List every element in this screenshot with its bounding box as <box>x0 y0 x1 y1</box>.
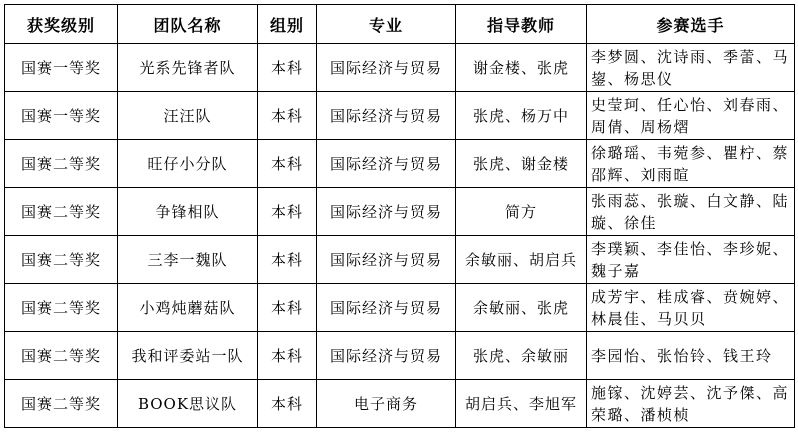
group-cell: 本科 <box>258 236 317 284</box>
players-cell: 施镓、沈婷芸、沈予傑、高荣璐、潘桢桢 <box>587 380 795 428</box>
major-cell: 国际经济与贸易 <box>317 44 456 92</box>
group-cell: 本科 <box>258 284 317 332</box>
table-header-row <box>5 5 795 44</box>
major-cell: 国际经济与贸易 <box>317 236 456 284</box>
header-major: 专业 <box>317 5 456 44</box>
advisor-cell: 余敏丽、胡启兵 <box>456 236 587 284</box>
header-team-name: 团队名称 <box>118 5 258 44</box>
group-cell: 本科 <box>258 380 317 428</box>
major-cell: 国际经济与贸易 <box>317 284 456 332</box>
major-cell: 电子商务 <box>317 380 456 428</box>
advisor-cell: 胡启兵、李旭军 <box>456 380 587 428</box>
players-cell: 李璞颖、李佳怡、李珍妮、魏子嘉 <box>587 236 795 284</box>
players-cell: 李园怡、张怡铃、钱王玲 <box>587 332 795 380</box>
major-cell: 国际经济与贸易 <box>317 140 456 188</box>
players-cell: 史莹珂、任心怡、刘春雨、周倩、周杨熠 <box>587 92 795 140</box>
award-level-cell: 国赛二等奖 <box>5 236 118 284</box>
players-cell: 李梦圆、沈诗雨、季蕾、马鋆、杨思仪 <box>587 44 795 92</box>
major-cell: 国际经济与贸易 <box>317 188 456 236</box>
team-name-cell: 争锋相队 <box>118 188 258 236</box>
team-name-cell: 光系先锋者队 <box>118 44 258 92</box>
table-row <box>5 332 795 380</box>
award-level-cell: 国赛二等奖 <box>5 140 118 188</box>
team-name-cell: 三李一魏队 <box>118 236 258 284</box>
players-cell: 张雨蕊、张璇、白文静、陆璇、徐佳 <box>587 188 795 236</box>
advisor-cell: 谢金楼、张虎 <box>456 44 587 92</box>
team-name-cell: 旺仔小分队 <box>118 140 258 188</box>
group-cell: 本科 <box>258 332 317 380</box>
header-players: 参赛选手 <box>587 5 795 44</box>
advisor-cell: 张虎、谢金楼 <box>456 140 587 188</box>
award-level-cell: 国赛二等奖 <box>5 380 118 428</box>
major-cell: 国际经济与贸易 <box>317 332 456 380</box>
team-name-cell: 小鸡炖蘑菇队 <box>118 284 258 332</box>
header-advisor: 指导教师 <box>456 5 587 44</box>
advisor-cell: 张虎、杨万中 <box>456 92 587 140</box>
table-row <box>5 188 795 236</box>
team-name-cell: 汪汪队 <box>118 92 258 140</box>
group-cell: 本科 <box>258 140 317 188</box>
players-cell: 徐璐瑶、韦菀参、瞿柠、蔡邵辉、刘雨暄 <box>587 140 795 188</box>
header-group: 组别 <box>258 5 317 44</box>
group-cell: 本科 <box>258 188 317 236</box>
group-cell: 本科 <box>258 92 317 140</box>
award-level-cell: 国赛二等奖 <box>5 332 118 380</box>
table-row <box>5 380 795 428</box>
major-cell: 国际经济与贸易 <box>317 92 456 140</box>
group-cell: 本科 <box>258 44 317 92</box>
table-row <box>5 236 795 284</box>
team-name-cell: BOOK思议队 <box>118 380 258 428</box>
award-level-cell: 国赛二等奖 <box>5 284 118 332</box>
award-level-cell: 国赛二等奖 <box>5 188 118 236</box>
awards-table <box>4 4 795 428</box>
advisor-cell: 张虎、余敏丽 <box>456 332 587 380</box>
players-cell: 成芳宇、桂成睿、贲婉婷、林晨佳、马贝贝 <box>587 284 795 332</box>
award-level-cell: 国赛一等奖 <box>5 44 118 92</box>
table-row <box>5 92 795 140</box>
table-row <box>5 140 795 188</box>
header-award-level: 获奖级别 <box>5 5 118 44</box>
table-row <box>5 44 795 92</box>
award-level-cell: 国赛一等奖 <box>5 92 118 140</box>
advisor-cell: 简方 <box>456 188 587 236</box>
table-row <box>5 284 795 332</box>
advisor-cell: 余敏丽、张虎 <box>456 284 587 332</box>
team-name-cell: 我和评委站一队 <box>118 332 258 380</box>
